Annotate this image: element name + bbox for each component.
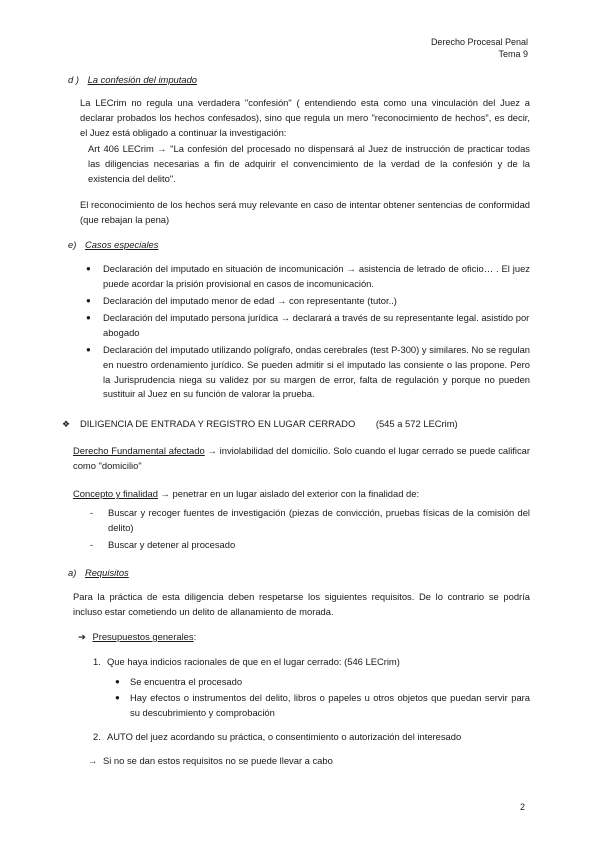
list-item: Declaración del imputado utilizando polígrafo, ondas cerebrales (test P-300) y similares. No se regulan en nuestro ordenamiento jurídico. Se pueden admitir si el imputado las consiente o las propone. Pero la Jurisprudencia niega su validez por su margen de error, falta de regulación y porque no pueden sustituir al Juez en su función de valorar la prueba. bbox=[103, 344, 530, 400]
derecho-text: → inviolabilidad del domicilio. Solo cuando el lugar cerrado se puede calificar como "domicilio" bbox=[73, 445, 530, 471]
section-e-heading bbox=[68, 238, 158, 253]
presupuestos-colon: : bbox=[193, 631, 197, 642]
bullet-icon: ● bbox=[115, 677, 120, 686]
bullet-icon: ● bbox=[115, 693, 120, 702]
list-item: Declaración del imputado menor de edad → con representante (tutor..) bbox=[103, 295, 397, 306]
requisitos-letter: a) bbox=[68, 567, 77, 578]
diligencia-title: DILIGENCIA DE ENTRADA Y REGISTRO EN LUGAR CERRADO bbox=[80, 418, 356, 429]
requisitos-title: Requisitos bbox=[84, 567, 129, 578]
dash-bullet: - bbox=[90, 539, 94, 550]
bullet-icon: ● bbox=[86, 313, 91, 322]
section-d-paragraph-1: La LECrim no regula una verdadera "confesión" ( entendiendo esta como una vinculación del Juez a declarar probados los hechos confesados), sino que regula un mero "reconocimiento de hechos", es decir, el Juez está obligado a continuar la investigación: bbox=[80, 97, 530, 138]
arrow-right-icon: ➔ bbox=[78, 631, 86, 642]
bullet-icon: ● bbox=[86, 264, 91, 273]
bullet-icon: ● bbox=[86, 296, 91, 305]
section-d-letter: d ) bbox=[68, 74, 79, 85]
list-item: Declaración del imputado en situación de incomunicación → asistencia de letrado de oficio… . El juez puede acordar la prisión provisional en casos de incomunicación. bbox=[103, 263, 530, 289]
concepto-text: → penetrar en un lugar aislado del exterior con la finalidad de: bbox=[157, 488, 420, 499]
presupuestos-heading bbox=[78, 630, 196, 645]
number-1: 1. bbox=[93, 656, 101, 667]
header-topic: Tema 9 bbox=[498, 49, 528, 59]
section-d-paragraph-2: El reconocimiento de los hechos será muy relevante en caso de intentar obtener sentencias de conformidad (que rebajan la pena) bbox=[80, 199, 530, 225]
section-d-quote: Art 406 LECrim → "La confesión del procesado no dispensará al Juez de instrucción de practicar todas las diligencias necesarias a fin de adquirir el convencimiento de la verdad de la confesión y de la existencia del delito". bbox=[88, 143, 530, 184]
presupuestos-label: Presupuestos generales bbox=[92, 631, 194, 642]
requisitos-heading bbox=[68, 566, 129, 581]
presupuesto-2-text: AUTO del juez acordando su práctica, o consentimiento o autorización del interesado bbox=[107, 731, 462, 742]
concepto-label: Concepto y finalidad bbox=[73, 488, 158, 499]
concepto-finalidad bbox=[73, 487, 530, 502]
section-d-heading bbox=[68, 73, 197, 88]
dash-bullet: - bbox=[90, 507, 94, 518]
diamond-bullet-icon: ❖ bbox=[62, 419, 71, 429]
list-item: Se encuentra el procesado bbox=[130, 676, 243, 687]
list-item: Declaración del imputado persona jurídica → declarará a través de su representante legal. asistido por abogado bbox=[103, 312, 530, 338]
number-2: 2. bbox=[93, 731, 101, 742]
page-header bbox=[431, 36, 528, 60]
derecho-label: Derecho Fundamental afectado bbox=[73, 445, 205, 456]
final-note-text: Si no se dan estos requisitos no se puede llevar a cabo bbox=[102, 755, 333, 766]
list-item: Buscar y detener al procesado bbox=[108, 539, 236, 550]
diligencia-heading bbox=[80, 417, 535, 432]
presupuesto-1-text: Que haya indicios racionales de que en el lugar cerrado: (546 LECrim) bbox=[107, 656, 400, 667]
section-e-title: Casos especiales bbox=[84, 239, 159, 250]
requisitos-intro: Para la práctica de esta diligencia deben respetarse los siguientes requisitos. De lo contrario se podría incluso estar cometiendo un delito de allanamiento de morada. bbox=[73, 591, 530, 617]
header-course: Derecho Procesal Penal bbox=[430, 37, 528, 47]
page-number: 2 bbox=[519, 802, 525, 812]
final-note bbox=[88, 754, 528, 769]
list-item: Buscar y recoger fuentes de investigación (piezas de convicción, pruebas físicas de la comisión del delito) bbox=[108, 507, 530, 533]
section-d-title: La confesión del imputado bbox=[87, 74, 198, 85]
list-item: Hay efectos o instrumentos del delito, libros o papeles u otros objetos que puedan servir para su descubrimiento y comprobación bbox=[130, 692, 530, 718]
arrow-icon: → bbox=[88, 755, 98, 766]
section-e-letter: e) bbox=[68, 239, 77, 250]
derecho-fundamental bbox=[73, 444, 530, 474]
diligencia-ref: (545 a 572 LECrim) bbox=[375, 418, 458, 429]
bullet-icon: ● bbox=[86, 345, 91, 354]
